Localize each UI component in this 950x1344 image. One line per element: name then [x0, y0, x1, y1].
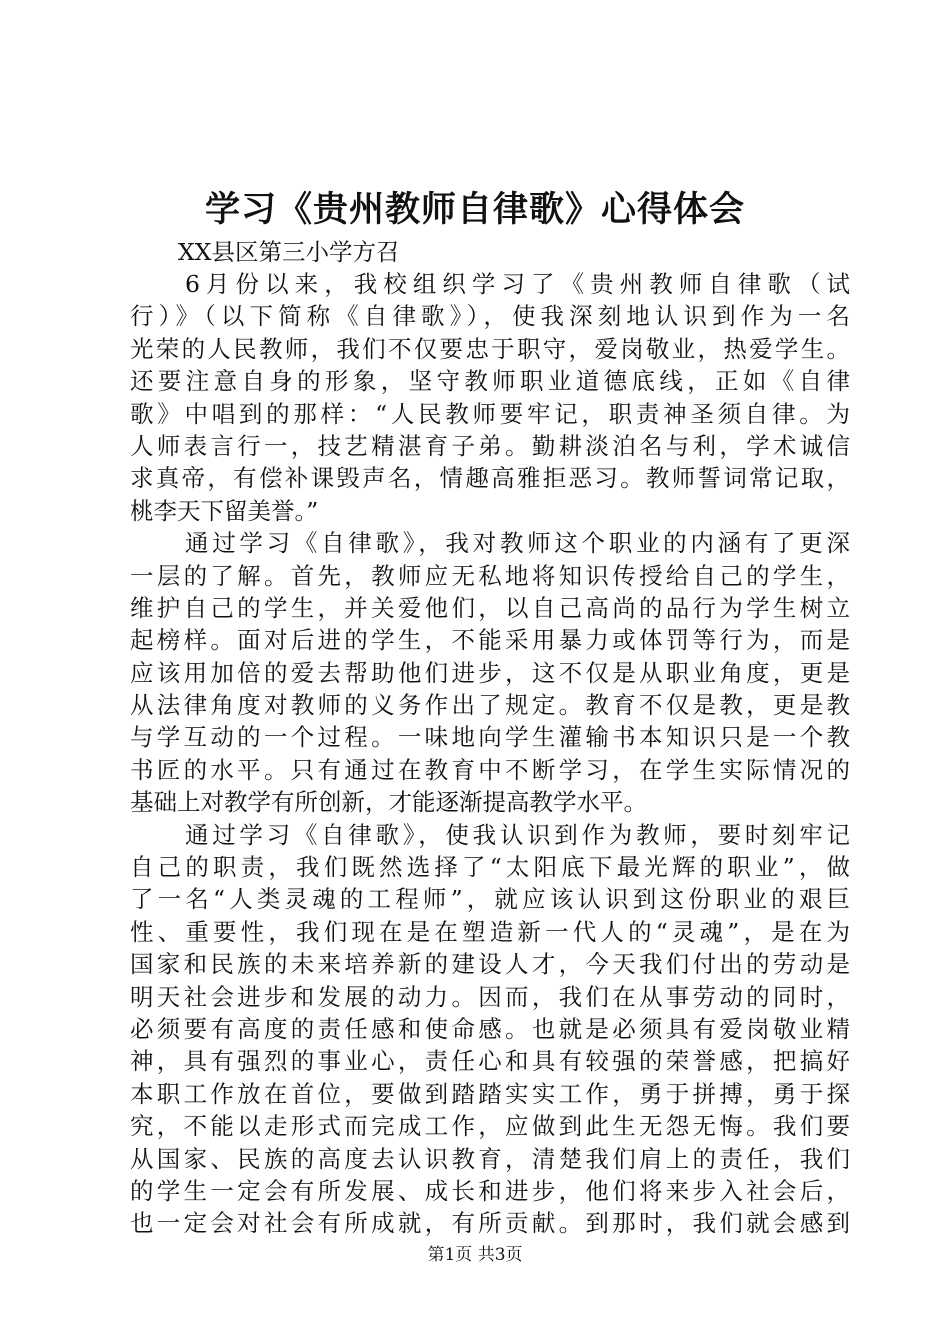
paragraph — [130, 527, 850, 819]
paragraph-line: 从法律角度对教师的义务作出了规定。教育不仅是教，更是教 — [130, 691, 850, 720]
paragraph-line: 一层的了解。首先，教师应无私地将知识传授给自己的学生， — [130, 561, 850, 590]
paragraph-line: 从国家、民族的高度去认识教育，清楚我们肩上的责任，我们 — [130, 1144, 850, 1173]
paragraph-line: 性、重要性，我们现在是在塑造新一代人的“灵魂”，是在为 — [130, 917, 850, 946]
author-line: XX县区第三小学方召 — [178, 238, 400, 266]
paragraph-line: 求真帝，有偿补课毁声名，情趣高雅拒恶习。教师誓词常记取， — [130, 464, 850, 493]
paragraph-line: 基础上对教学有所创新，才能逐渐提高教学水平。 — [130, 788, 647, 817]
paragraph — [130, 268, 850, 527]
page-footer: 第1页 共3页 — [427, 1245, 523, 1265]
paragraph-line: 光荣的人民教师，我们不仅要忠于职守，爱岗敬业，热爱学生。 — [130, 334, 850, 363]
document-title: 学习《贵州教师自律歌》心得体会 — [204, 189, 745, 230]
paragraph-line: 究，不能以走形式而完成工作，应做到此生无怨无悔。我们要 — [130, 1112, 850, 1141]
paragraph-line: 也一定会对社会有所成就，有所贡献。到那时，我们就会感到 — [130, 1209, 850, 1238]
paragraph-line: 与学互动的一个过程。一味地向学生灌输书本知识只是一个教 — [130, 723, 850, 752]
paragraph-line: 的学生一定会有所发展、成长和进步，他们将来步入社会后， — [130, 1176, 850, 1205]
paragraph-line: 神，具有强烈的事业心，责任心和具有较强的荣誉感，把搞好 — [130, 1047, 850, 1076]
paragraph-line: 通过学习《自律歌》，我对教师这个职业的内涵有了更深 — [185, 529, 850, 558]
paragraph-line: 书匠的水平。只有通过在教育中不断学习，在学生实际情况的 — [130, 755, 850, 784]
paragraph-line: 还要注意自身的形象，坚守教师职业道德底线，正如《自律 — [130, 367, 850, 396]
paragraph-line: 歌》中唱到的那样：“人民教师要牢记，职责神圣须自律。为 — [130, 399, 850, 428]
paragraph-line: 6月份以来，我校组织学习了《贵州教师自律歌（试 — [185, 270, 850, 298]
paragraph-line: 维护自己的学生，并关爱他们，以自己高尚的品行为学生树立 — [130, 593, 850, 622]
paragraph-line: 行）》（以下简称《自律歌》），使我深刻地认识到作为一名 — [130, 302, 850, 331]
paragraph-line: 应该用加倍的爱去帮助他们进步，这不仅是从职业角度，更是 — [130, 658, 850, 687]
paragraph-line: 起榜样。面对后进的学生，不能采用暴力或体罚等行为，而是 — [130, 626, 850, 655]
paragraph-line: 明天社会进步和发展的动力。因而，我们在从事劳动的同时， — [130, 982, 850, 1011]
paragraph-line: 国家和民族的未来培养新的建设人才，今天我们付出的劳动是 — [130, 950, 850, 979]
paragraph-line: 通过学习《自律歌》，使我认识到作为教师，要时刻牢记 — [185, 820, 850, 849]
document-body — [130, 268, 850, 1240]
paragraph-line: 自己的职责，我们既然选择了“太阳底下最光辉的职业”，做 — [130, 853, 850, 882]
paragraph-line: 人师表言行一，技艺精湛育子弟。勤耕淡泊名与利，学术诚信 — [130, 431, 850, 460]
paragraph — [130, 819, 850, 1240]
paragraph-line: 了一名“人类灵魂的工程师”，就应该认识到这份职业的艰巨 — [130, 885, 850, 914]
paragraph-line: 本职工作放在首位，要做到踏踏实实工作，勇于拼搏，勇于探 — [130, 1079, 850, 1108]
paragraph-line: 必须要有高度的责任感和使命感。也就是必须具有爱岗敬业精 — [130, 1014, 850, 1043]
paragraph-line: 桃李天下留美誉。” — [130, 496, 319, 525]
